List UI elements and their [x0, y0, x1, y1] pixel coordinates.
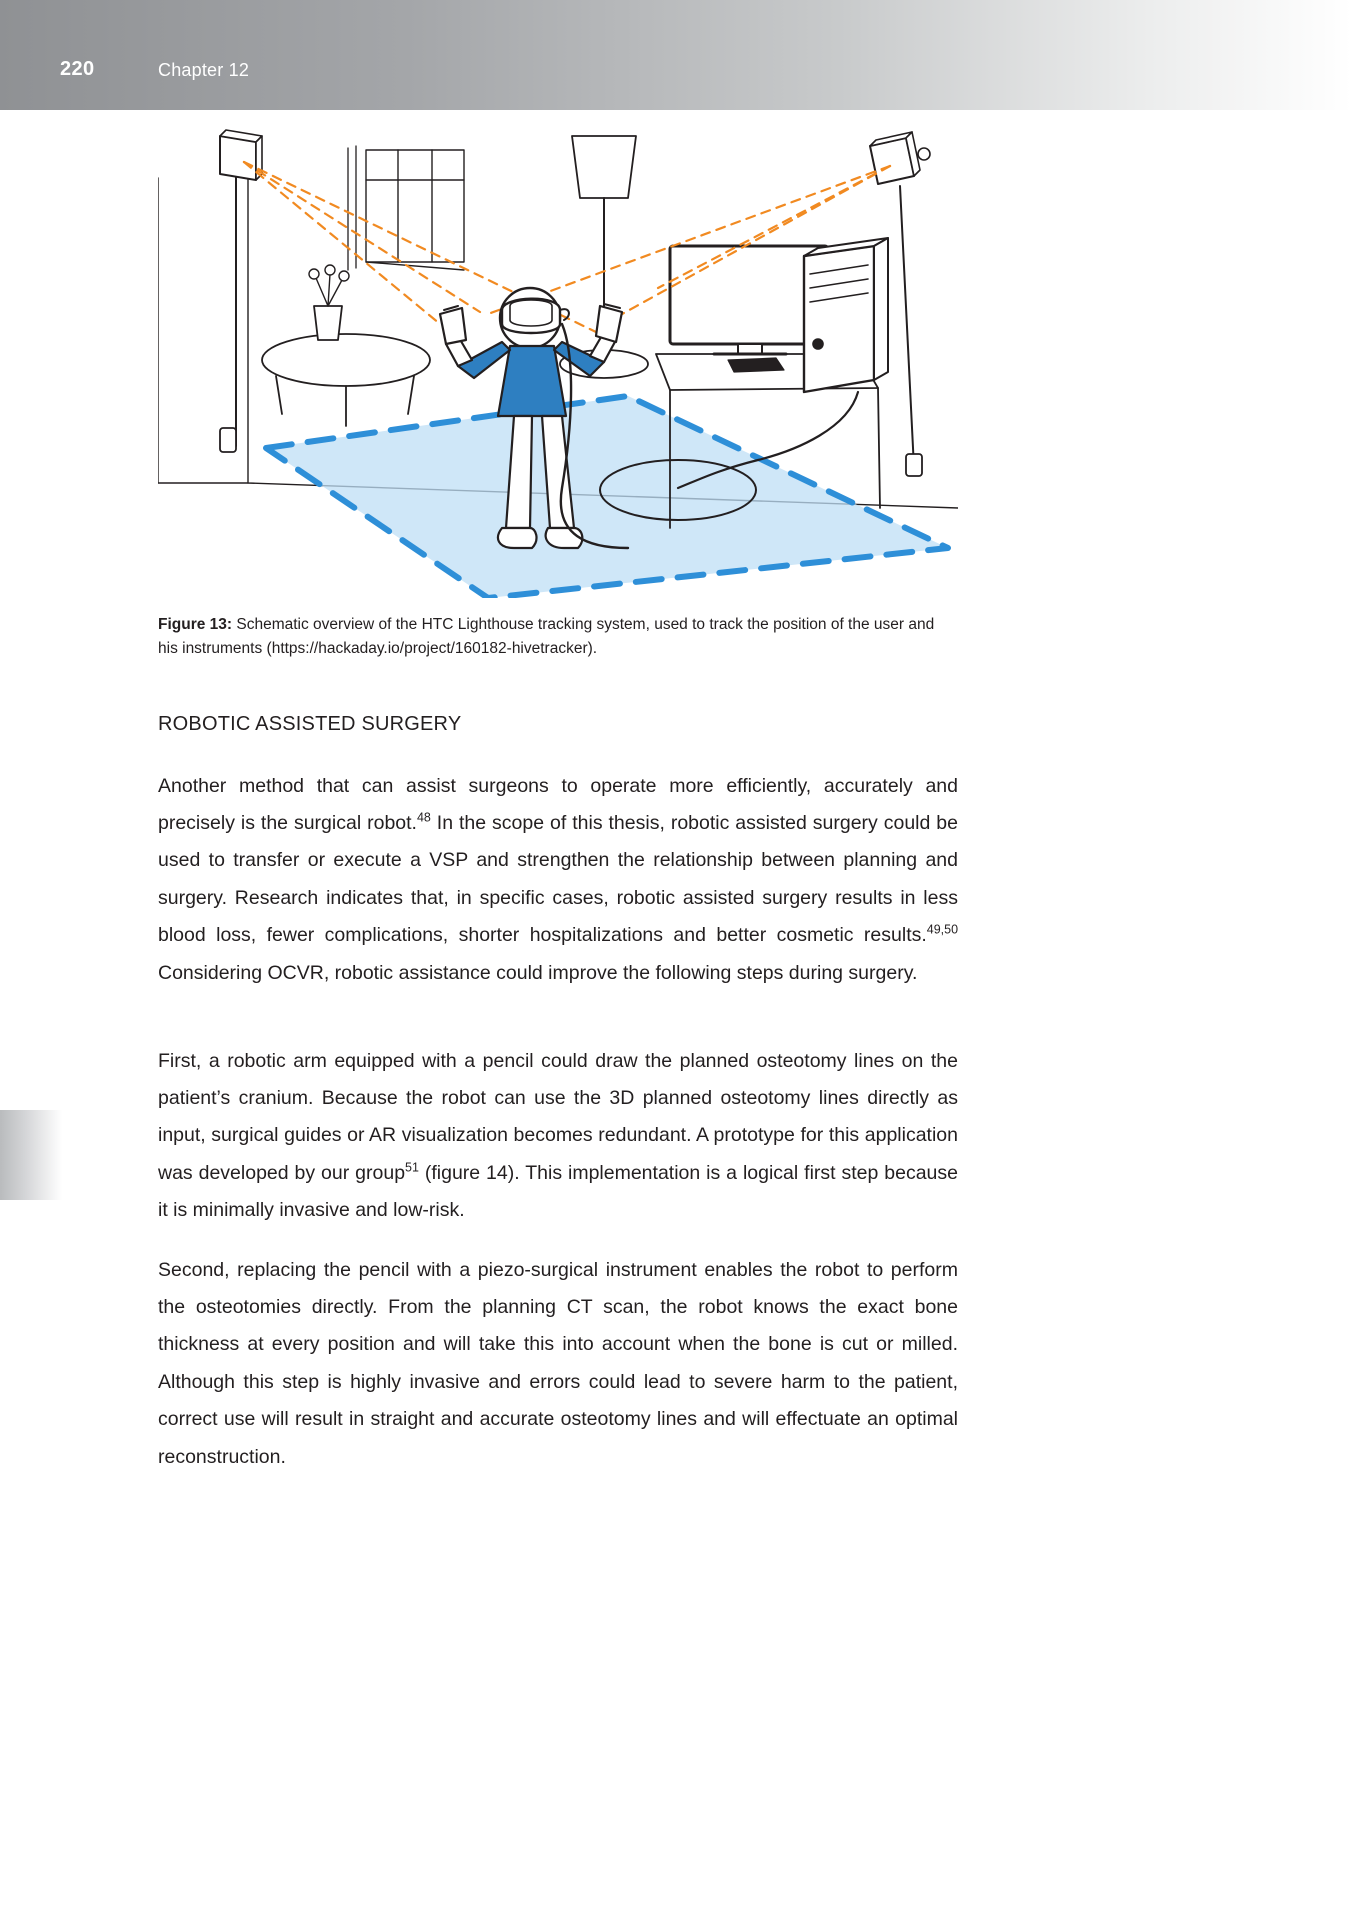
paragraph-1-part-a: Another method that can assist surgeons to operate more efficiently, accurately and precisely is the surgical robot. [158, 774, 958, 834]
paragraph-first-step [158, 1043, 958, 1230]
paragraph-1-part-b: In the scope of this thesis, robotic assisted surgery could be used to transfer or execute a VSP and strengthen the relationship between planning and surgery. Research indicates that, in specific cases, robotic assisted surgery results in less blood loss, fewer complications, shorter hospitalizations and better cosmetic results. [158, 811, 958, 947]
figure-caption-text: Schematic overview of the HTC Lighthouse tracking system, used to track the position of the user and his instruments (https://hackaday.io/project/160182-hivetracker). [158, 616, 935, 658]
page-number: 220 [60, 58, 95, 80]
reference-51: 51 [405, 1160, 419, 1175]
figure-caption [158, 613, 958, 661]
chapter-label: Chapter 12 [158, 60, 250, 80]
reference-49-50: 49,50 [926, 922, 958, 937]
paragraph-robotic-surgery-intro [158, 768, 958, 993]
section-heading: ROBOTIC ASSISTED SURGERY [158, 713, 462, 735]
page-header-band [0, 0, 1352, 110]
paragraph-second-step: Second, replacing the pencil with a piezo-surgical instrument enables the robot to perform the osteotomies directly. From the planning CT scan, the robot knows the exact bone thickness at every position and will take this into account when the bone is cut or milled. Although this step is highly invasive and errors could lead to severe harm to the patient, correct use will result in straight and accurate osteotomy lines and will effectuate an optimal reconstruction. [158, 1258, 958, 1468]
vr-room-schematic-svg [158, 128, 958, 598]
reference-48: 48 [416, 810, 431, 825]
page-header [0, 0, 1352, 110]
figure-13-illustration [158, 128, 958, 598]
paragraph-2-part-a: First, a robotic arm equipped with a pencil could draw the planned osteotomy lines on the patient’s cranium. Because the robot can use the 3D planned osteotomy lines directly as input, surgical guides or AR visualization becomes redundant. A prototype for this application was developed by our group [158, 1049, 958, 1184]
figure-caption-label: Figure 13: [158, 616, 233, 633]
paragraph-1-part-c: Considering OCVR, robotic assistance could improve the following steps during surgery. [158, 961, 918, 984]
page-edge-tab [0, 1110, 62, 1200]
paragraph-2-part-b: (figure 14). This implementation is a logical first step because it is minimally invasive and low-risk. [158, 1161, 958, 1222]
